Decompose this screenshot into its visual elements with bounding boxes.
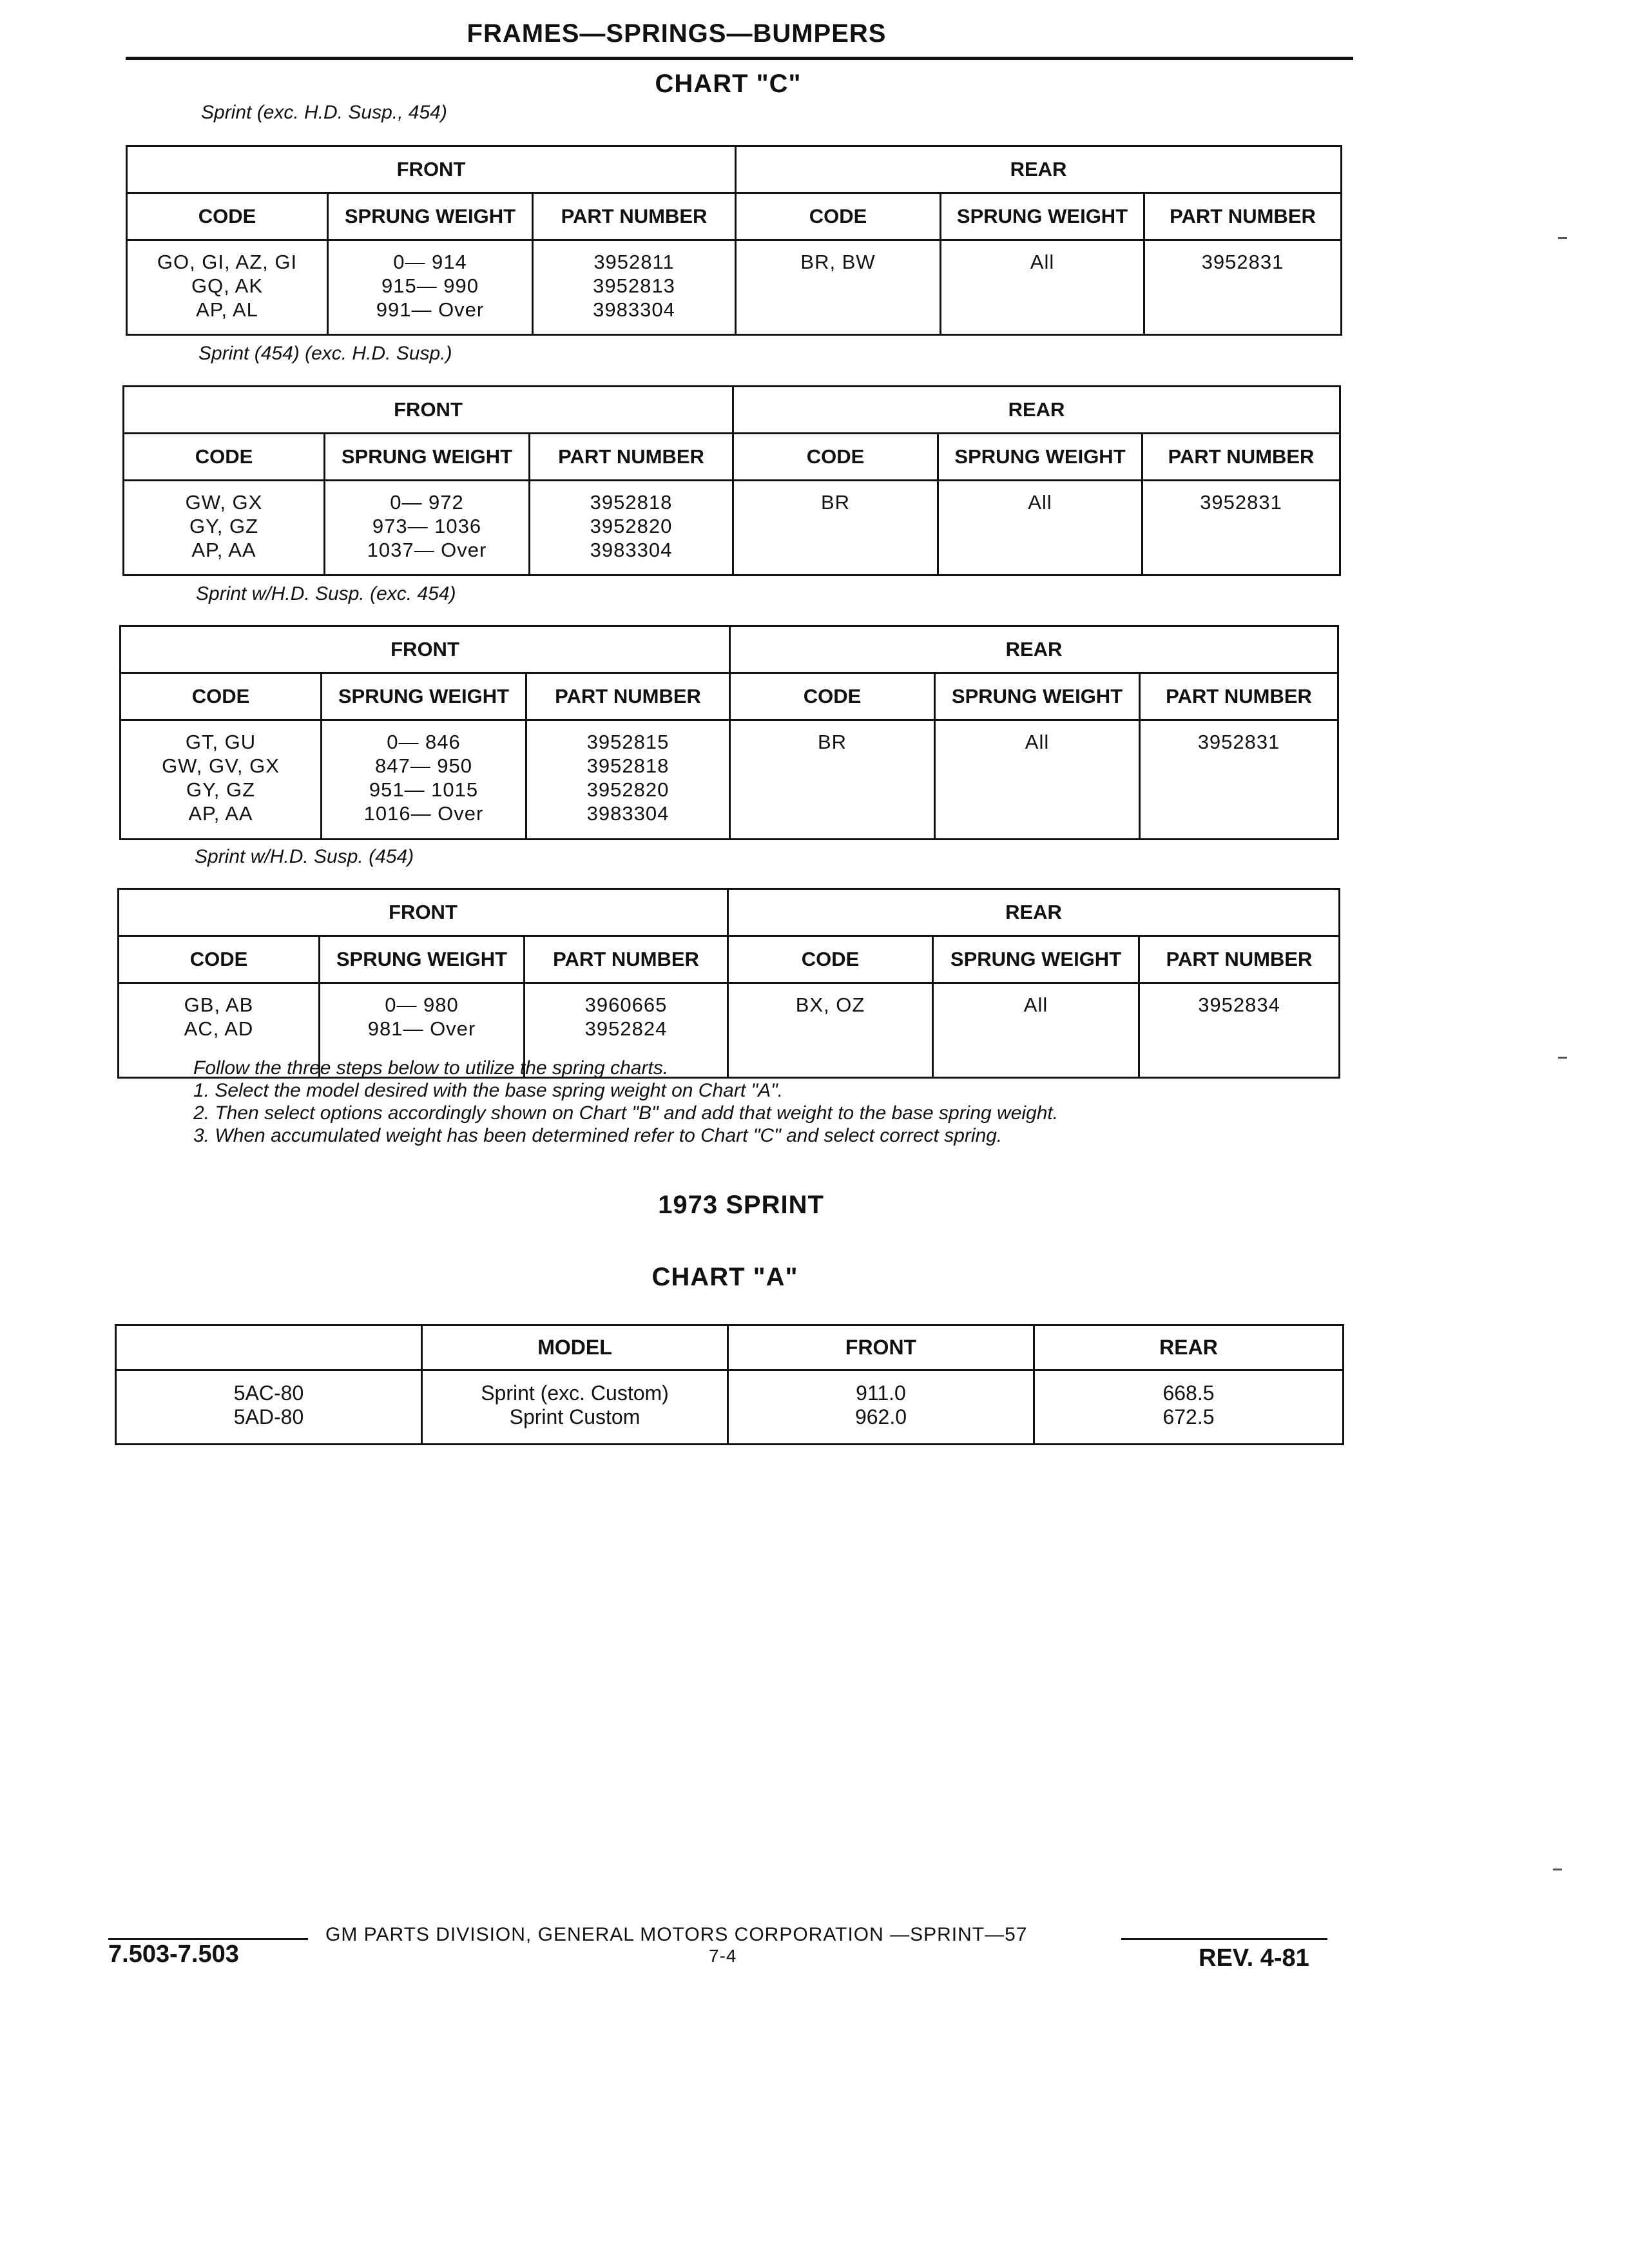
part-number-header: PART NUMBER xyxy=(526,673,730,720)
part-number-header: PART NUMBER xyxy=(1142,434,1340,481)
table-row xyxy=(124,481,1340,575)
part-value: 3983304 xyxy=(593,298,675,321)
chart-a-blank-header xyxy=(116,1325,422,1370)
part-number-header: PART NUMBER xyxy=(525,936,728,983)
model-year-heading: 1973 SPRINT xyxy=(658,1191,824,1219)
instructions-intro: Follow the three steps below to utilize the spring charts. xyxy=(193,1057,669,1079)
rear-group-header: REAR xyxy=(730,626,1338,673)
rear-part-cell xyxy=(1144,240,1342,335)
front-group-header: FRONT xyxy=(120,626,730,673)
weight-value: All xyxy=(1023,994,1048,1016)
table-caption: Sprint (exc. H.D. Susp., 454) xyxy=(201,102,447,123)
header-rule xyxy=(126,57,1353,60)
weight-value: 0— 980 xyxy=(385,994,459,1016)
front-weight-value: 962.0 xyxy=(854,1405,907,1428)
rear-weight-value: 668.5 xyxy=(1162,1381,1215,1405)
code-value: GW, GX xyxy=(185,491,263,514)
rear-group-header: REAR xyxy=(733,387,1340,434)
sprung-weight-header: SPRUNG WEIGHT xyxy=(941,193,1144,240)
code-header: CODE xyxy=(728,936,933,983)
rear-weight-cell xyxy=(1034,1370,1344,1445)
part-number-header: PART NUMBER xyxy=(533,193,736,240)
weight-value: 0— 914 xyxy=(393,251,467,273)
spring-table xyxy=(122,385,1341,576)
table-caption: Sprint w/H.D. Susp. (454) xyxy=(195,846,414,867)
table-caption: Sprint (454) (exc. H.D. Susp.) xyxy=(198,343,452,364)
code-header: CODE xyxy=(736,193,941,240)
part-value: 3952818 xyxy=(590,491,673,514)
rear-part-cell xyxy=(1140,720,1338,840)
weight-value: 915— 990 xyxy=(381,274,479,297)
sprung-weight-header: SPRUNG WEIGHT xyxy=(322,673,526,720)
code-value: AP, AL xyxy=(196,298,258,321)
code-value: GY, GZ xyxy=(186,778,256,801)
weight-value: 0— 846 xyxy=(387,731,461,753)
weight-value: All xyxy=(1025,731,1050,753)
front-part-cell xyxy=(530,481,733,575)
rear-weight-cell xyxy=(938,481,1142,575)
table-row xyxy=(127,240,1342,335)
part-value: 3952834 xyxy=(1198,994,1280,1016)
front-weight-cell xyxy=(328,240,533,335)
part-number-header: PART NUMBER xyxy=(1144,193,1342,240)
code-value: GB, AB xyxy=(184,994,254,1016)
weight-value: 1016— Over xyxy=(363,802,484,825)
model-code-value: 5AC-80 xyxy=(233,1381,304,1405)
rear-weight-cell xyxy=(941,240,1144,335)
footer-section-number: 7.503-7.503 xyxy=(108,1941,239,1968)
model-cell xyxy=(422,1370,728,1445)
chart-a-title: CHART "A" xyxy=(651,1263,798,1291)
rear-part-cell xyxy=(1139,983,1340,1078)
part-number-header: PART NUMBER xyxy=(1139,936,1340,983)
rear-group-header: REAR xyxy=(728,889,1340,936)
code-value: GT, GU xyxy=(185,731,256,753)
weight-value: All xyxy=(1030,251,1055,273)
model-code-value: 5AD-80 xyxy=(233,1405,304,1428)
footer-rule-left xyxy=(108,1938,308,1940)
code-value: AP, AA xyxy=(191,539,256,561)
part-value: 3983304 xyxy=(590,539,673,561)
part-value: 3952831 xyxy=(1201,251,1284,273)
margin-tick xyxy=(1558,237,1567,239)
rear-weight-value: 672.5 xyxy=(1162,1405,1215,1428)
front-code-cell xyxy=(124,481,325,575)
footer-page-number: 7-4 xyxy=(709,1946,737,1966)
code-value: AP, AA xyxy=(188,802,253,825)
margin-tick xyxy=(1558,1057,1567,1059)
code-value: BR, BW xyxy=(800,251,876,273)
part-value: 3952815 xyxy=(586,731,670,753)
sprung-weight-header: SPRUNG WEIGHT xyxy=(935,673,1140,720)
model-value: Sprint Custom xyxy=(509,1405,641,1428)
rear-code-cell xyxy=(736,240,941,335)
weight-value: 981— Over xyxy=(367,1017,476,1040)
section-title: FRAMES—SPRINGS—BUMPERS xyxy=(467,19,887,48)
model-value: Sprint (exc. Custom) xyxy=(481,1381,669,1405)
code-value: GQ, AK xyxy=(191,274,264,297)
table-caption: Sprint w/H.D. Susp. (exc. 454) xyxy=(196,583,456,604)
code-value: BR xyxy=(817,731,847,753)
weight-value: 1037— Over xyxy=(367,539,487,561)
weight-value: 951— 1015 xyxy=(369,778,479,801)
sprung-weight-header: SPRUNG WEIGHT xyxy=(325,434,530,481)
rear-code-cell xyxy=(730,720,935,840)
front-code-cell xyxy=(120,720,322,840)
spring-table xyxy=(117,888,1340,1079)
front-header: FRONT xyxy=(728,1325,1034,1370)
part-value: 3952811 xyxy=(593,251,675,273)
code-header: CODE xyxy=(733,434,938,481)
instructions-step: 3. When accumulated weight has been determined refer to Chart "C" and select correct spring. xyxy=(193,1125,1003,1146)
code-value: AC, AD xyxy=(184,1017,254,1040)
spring-table xyxy=(119,625,1339,840)
front-weight-value: 911.0 xyxy=(856,1381,906,1405)
footer-rule-right xyxy=(1121,1938,1327,1940)
front-weight-cell xyxy=(325,481,530,575)
part-value: 3952824 xyxy=(584,1017,668,1040)
margin-tick xyxy=(1553,1869,1562,1870)
weight-value: 991— Over xyxy=(376,298,485,321)
part-value: 3983304 xyxy=(586,802,670,825)
sprung-weight-header: SPRUNG WEIGHT xyxy=(320,936,525,983)
weight-value: 0— 972 xyxy=(390,491,464,514)
front-part-cell xyxy=(526,720,730,840)
rear-header: REAR xyxy=(1034,1325,1344,1370)
instructions-step: 2. Then select options accordingly shown on Chart "B" and add that weight to the base spring weight. xyxy=(193,1102,1059,1124)
chart-c-title: CHART "C" xyxy=(655,70,802,98)
part-value: 3952820 xyxy=(590,515,673,537)
sprung-weight-header: SPRUNG WEIGHT xyxy=(933,936,1139,983)
front-group-header: FRONT xyxy=(127,146,736,193)
code-value: GW, GV, GX xyxy=(162,754,280,777)
spring-table xyxy=(126,145,1342,336)
weight-value: 973— 1036 xyxy=(372,515,482,537)
part-value: 3960665 xyxy=(584,994,668,1016)
rear-code-cell xyxy=(733,481,938,575)
footer-revision: REV. 4-81 xyxy=(1199,1945,1309,1972)
model-header: MODEL xyxy=(422,1325,728,1370)
front-weight-cell xyxy=(728,1370,1034,1445)
part-value: 3952813 xyxy=(593,274,675,297)
table-row xyxy=(120,720,1338,840)
front-code-cell xyxy=(127,240,328,335)
model-code-cell xyxy=(116,1370,422,1445)
part-value: 3952831 xyxy=(1197,731,1280,753)
front-part-cell xyxy=(533,240,736,335)
part-value: 3952831 xyxy=(1200,491,1282,514)
code-header: CODE xyxy=(124,434,325,481)
front-group-header: FRONT xyxy=(124,387,733,434)
rear-weight-cell xyxy=(935,720,1140,840)
part-value: 3952820 xyxy=(586,778,670,801)
table-row xyxy=(116,1370,1344,1445)
code-header: CODE xyxy=(119,936,320,983)
code-header: CODE xyxy=(120,673,322,720)
footer-division: GM PARTS DIVISION, GENERAL MOTORS CORPORATION —SPRINT—57 xyxy=(325,1924,1028,1945)
code-header: CODE xyxy=(127,193,328,240)
sprung-weight-header: SPRUNG WEIGHT xyxy=(328,193,533,240)
code-value: BR xyxy=(820,491,851,514)
part-value: 3952818 xyxy=(586,754,670,777)
instructions-step: 1. Select the model desired with the base spring weight on Chart "A". xyxy=(193,1080,784,1101)
rear-group-header: REAR xyxy=(736,146,1342,193)
weight-value: 847— 950 xyxy=(374,754,473,777)
part-number-header: PART NUMBER xyxy=(530,434,733,481)
code-header: CODE xyxy=(730,673,935,720)
rear-part-cell xyxy=(1142,481,1340,575)
code-value: GO, GI, AZ, GI xyxy=(157,251,298,273)
front-weight-cell xyxy=(322,720,526,840)
code-value: BX, OZ xyxy=(795,994,865,1016)
weight-value: All xyxy=(1028,491,1052,514)
part-number-header: PART NUMBER xyxy=(1140,673,1338,720)
front-group-header: FRONT xyxy=(119,889,728,936)
chart-a-table xyxy=(115,1324,1344,1445)
instructions xyxy=(193,1057,1058,1147)
sprung-weight-header: SPRUNG WEIGHT xyxy=(938,434,1142,481)
code-value: GY, GZ xyxy=(189,515,259,537)
